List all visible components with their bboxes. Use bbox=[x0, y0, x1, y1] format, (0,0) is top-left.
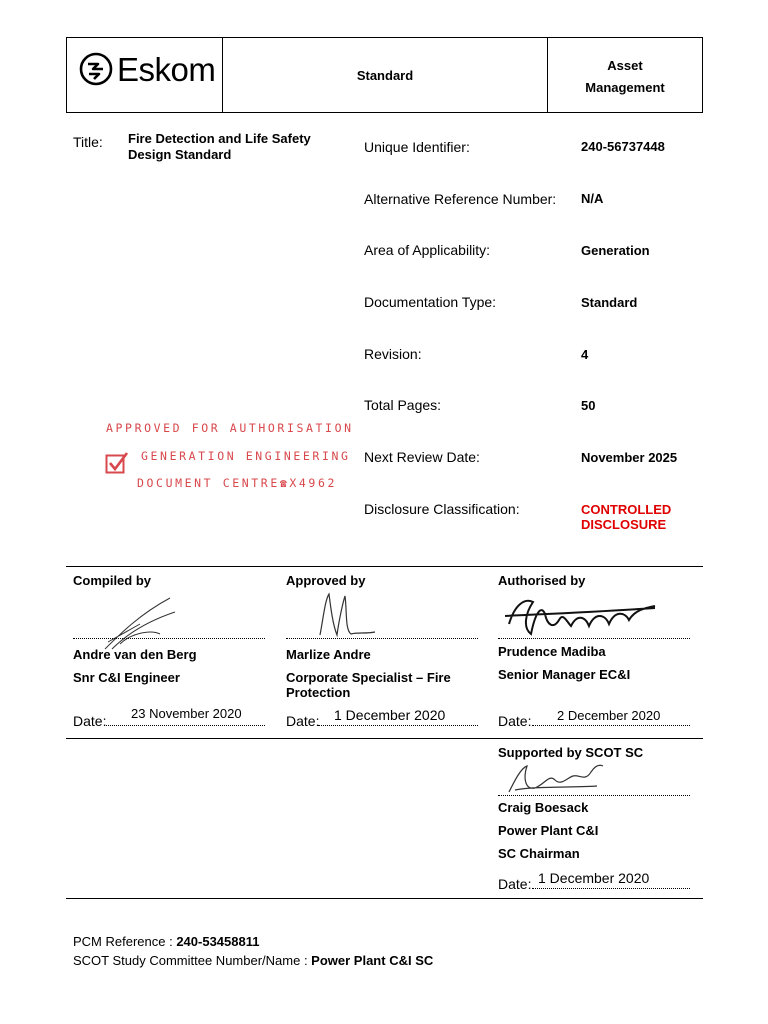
supported-date: 1 December 2020 bbox=[538, 870, 650, 886]
compiled-date-line bbox=[104, 725, 265, 726]
field-value-applicability: Generation bbox=[581, 243, 650, 258]
supported-role-line-2: SC Chairman bbox=[498, 846, 580, 861]
field-value-disclosure bbox=[581, 502, 671, 532]
field-value-doc-type: Standard bbox=[581, 295, 638, 310]
approved-date: 1 December 2020 bbox=[334, 707, 446, 723]
authorised-role: Senior Manager EC&I bbox=[498, 667, 631, 682]
field-label-doc-type: Documentation Type: bbox=[364, 294, 497, 310]
department bbox=[548, 55, 702, 99]
header-table bbox=[66, 37, 703, 113]
field-value-unique-id: 240-56737448 bbox=[581, 139, 665, 154]
field-value-total-pages: 50 bbox=[581, 398, 596, 413]
divider-middle bbox=[66, 738, 703, 739]
compiled-date: 23 November 2020 bbox=[131, 706, 242, 721]
authorised-date-label: Date: bbox=[498, 713, 532, 729]
authorised-date-line bbox=[532, 725, 690, 726]
department-line-2: Management bbox=[585, 80, 665, 95]
supported-heading: Supported by SCOT SC bbox=[498, 745, 644, 760]
field-label-alt-ref: Alternative Reference Number: bbox=[364, 191, 557, 207]
approved-date-label: Date: bbox=[286, 713, 320, 729]
compiled-name: Andre van den Berg bbox=[73, 647, 197, 662]
approved-heading: Approved by bbox=[286, 573, 366, 588]
supported-name: Craig Boesack bbox=[498, 800, 589, 815]
pcm-label: PCM Reference : bbox=[73, 934, 177, 949]
field-label-total-pages: Total Pages: bbox=[364, 397, 442, 413]
field-value-revision: 4 bbox=[581, 347, 589, 362]
approved-role bbox=[286, 670, 451, 700]
field-label-revision: Revision: bbox=[364, 346, 422, 362]
checkbox-tick-icon bbox=[105, 452, 129, 474]
disclosure-line-2: DISCLOSURE bbox=[581, 517, 667, 532]
document-title bbox=[128, 131, 311, 163]
supported-date-line bbox=[532, 888, 690, 889]
supported-signature-line bbox=[498, 795, 690, 796]
logo-cell bbox=[67, 38, 223, 112]
supported-date-label: Date: bbox=[498, 876, 532, 892]
field-label-applicability: Area of Applicability: bbox=[364, 242, 491, 258]
pcm-reference bbox=[73, 934, 259, 949]
scot-value: Power Plant C&I SC bbox=[311, 953, 434, 968]
compiled-heading: Compiled by bbox=[73, 573, 152, 588]
compiled-role: Snr C&I Engineer bbox=[73, 670, 180, 685]
authorised-date: 2 December 2020 bbox=[557, 708, 661, 723]
authorised-signature-line bbox=[498, 638, 690, 639]
eskom-logo bbox=[79, 52, 215, 86]
signature-icon bbox=[100, 594, 180, 654]
field-label-next-review: Next Review Date: bbox=[364, 449, 480, 465]
approved-date-line bbox=[318, 725, 478, 726]
divider-top bbox=[66, 566, 703, 567]
stamp-line-3: DOCUMENT CENTRE☎X4962 bbox=[137, 476, 337, 490]
title-label: Title: bbox=[73, 134, 103, 150]
compiled-signature-line bbox=[73, 638, 265, 639]
approved-role-line-1: Corporate Specialist – Fire bbox=[286, 670, 451, 685]
approved-name: Marlize Andre bbox=[286, 647, 371, 662]
compiled-date-label: Date: bbox=[73, 713, 107, 729]
divider-bottom bbox=[66, 898, 703, 899]
pcm-value: 240-53458811 bbox=[176, 934, 260, 949]
approved-signature-line bbox=[286, 638, 478, 639]
title-line-1: Fire Detection and Life Safety bbox=[128, 131, 311, 146]
logo-text: Eskom bbox=[117, 50, 216, 88]
title-line-2: Design Standard bbox=[128, 147, 232, 162]
signature-icon bbox=[505, 760, 605, 796]
scot-label: SCOT Study Committee Number/Name : bbox=[73, 953, 312, 968]
signature-icon bbox=[315, 590, 385, 640]
authorised-heading: Authorised by bbox=[498, 573, 586, 588]
field-value-alt-ref: N/A bbox=[581, 191, 604, 206]
signature-icon bbox=[505, 594, 660, 640]
field-label-disclosure: Disclosure Classification: bbox=[364, 501, 520, 517]
field-value-next-review: November 2025 bbox=[581, 450, 678, 465]
stamp-line-1: APPROVED FOR AUTHORISATION bbox=[106, 421, 354, 435]
department-line-1: Asset bbox=[607, 58, 643, 73]
doc-kind: Standard bbox=[356, 68, 414, 83]
eskom-logo-icon bbox=[79, 52, 113, 86]
disclosure-line-1: CONTROLLED bbox=[581, 502, 672, 517]
supported-role-line-1: Power Plant C&I bbox=[498, 823, 599, 838]
stamp-line-2: GENERATION ENGINEERING bbox=[141, 449, 351, 463]
field-label-unique-id: Unique Identifier: bbox=[364, 139, 470, 155]
authorised-name: Prudence Madiba bbox=[498, 644, 606, 659]
scot-reference bbox=[73, 953, 433, 968]
approved-role-line-2: Protection bbox=[286, 685, 351, 700]
